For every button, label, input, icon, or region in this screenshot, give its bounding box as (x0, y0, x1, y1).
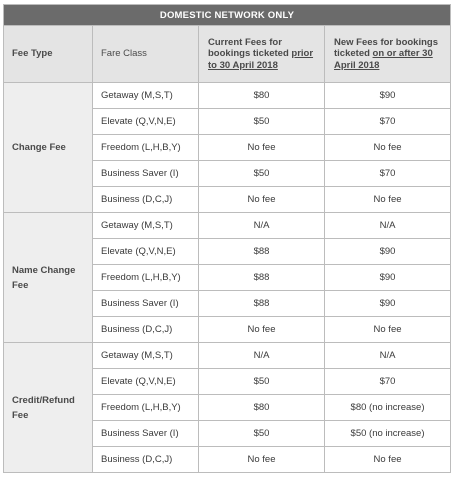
fare-class-cell: Business (D,C,J) (93, 447, 199, 473)
current-fee-cell: $50 (199, 369, 325, 395)
fare-class-cell: Elevate (Q,V,N,E) (93, 109, 199, 135)
header-new-date: on or after 30 April 2018 (334, 48, 433, 71)
new-fee-cell: $90 (325, 83, 451, 109)
fare-class-cell: Business (D,C,J) (93, 187, 199, 213)
current-fee-cell: $88 (199, 239, 325, 265)
fare-class-cell: Getaway (M,S,T) (93, 343, 199, 369)
new-fee-cell: $50 (no increase) (325, 421, 451, 447)
current-fee-cell: $50 (199, 161, 325, 187)
fare-class-cell: Freedom (L,H,B,Y) (93, 135, 199, 161)
fare-class-cell: Elevate (Q,V,N,E) (93, 239, 199, 265)
fee-table (3, 4, 451, 473)
new-fee-cell: N/A (325, 213, 451, 239)
header-current-date: prior to 30 April 2018 (208, 48, 314, 71)
new-fee-cell: $70 (325, 109, 451, 135)
current-fee-cell: $50 (199, 109, 325, 135)
table-row (4, 343, 451, 369)
fare-class-cell: Business Saver (I) (93, 291, 199, 317)
current-fee-cell: $50 (199, 421, 325, 447)
fare-class-cell: Freedom (L,H,B,Y) (93, 395, 199, 421)
fee-table-body (4, 5, 451, 473)
current-fee-cell: $88 (199, 265, 325, 291)
current-fee-cell: $80 (199, 395, 325, 421)
fare-class-cell: Getaway (M,S,T) (93, 83, 199, 109)
current-fee-cell: $88 (199, 291, 325, 317)
fee-type-cell: Credit/Refund Fee (4, 343, 93, 473)
new-fee-cell: No fee (325, 317, 451, 343)
current-fee-cell: No fee (199, 447, 325, 473)
current-fee-cell: No fee (199, 135, 325, 161)
header-new-text: New Fees for bookings ticketed (334, 36, 438, 60)
new-fee-cell: N/A (325, 343, 451, 369)
table-row (4, 83, 451, 109)
current-fee-cell: N/A (199, 343, 325, 369)
fare-class-cell: Freedom (L,H,B,Y) (93, 265, 199, 291)
new-fee-cell: No fee (325, 447, 451, 473)
fee-type-cell: Name Change Fee (4, 213, 93, 343)
table-row (4, 213, 451, 239)
header-fare-class: Fare Class (93, 26, 199, 83)
banner-row (4, 5, 451, 26)
fee-type-cell: Change Fee (4, 83, 93, 213)
new-fee-cell: $90 (325, 239, 451, 265)
current-fee-cell: $80 (199, 83, 325, 109)
current-fee-cell: N/A (199, 213, 325, 239)
current-fee-cell: No fee (199, 187, 325, 213)
new-fee-cell: $90 (325, 291, 451, 317)
new-fee-cell: $70 (325, 369, 451, 395)
new-fee-cell: No fee (325, 135, 451, 161)
new-fee-cell: $80 (no increase) (325, 395, 451, 421)
header-row (4, 26, 451, 83)
fare-class-cell: Getaway (M,S,T) (93, 213, 199, 239)
fare-class-cell: Business (D,C,J) (93, 317, 199, 343)
new-fee-cell: $90 (325, 265, 451, 291)
header-current-text: Current Fees for bookings ticketed (208, 36, 292, 60)
banner-title: DOMESTIC NETWORK ONLY (4, 5, 451, 26)
current-fee-cell: No fee (199, 317, 325, 343)
fare-class-cell: Business Saver (I) (93, 161, 199, 187)
new-fee-cell: No fee (325, 187, 451, 213)
fee-table-container (3, 4, 450, 473)
header-fee-type: Fee Type (4, 26, 93, 83)
header-new-fees (325, 26, 451, 83)
header-current-fees (199, 26, 325, 83)
fare-class-cell: Business Saver (I) (93, 421, 199, 447)
new-fee-cell: $70 (325, 161, 451, 187)
fare-class-cell: Elevate (Q,V,N,E) (93, 369, 199, 395)
